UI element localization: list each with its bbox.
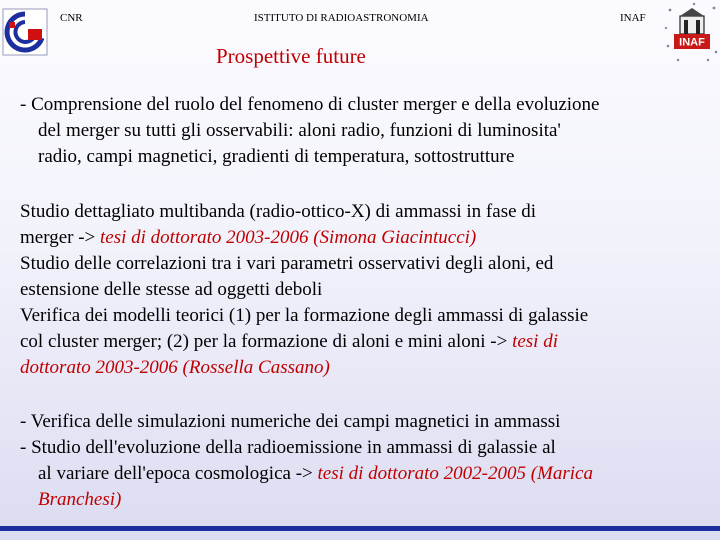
text-line: Verifica dei modelli teorici (1) per la formazione degli ammassi di galassie (20, 305, 589, 326)
inaf-logo-text: INAF (679, 36, 705, 49)
header-cnr: CNR (60, 12, 83, 24)
paragraph-studio (20, 199, 710, 381)
text-line: - Verifica delle simulazioni numeriche dei campi magnetici in ammassi (20, 411, 561, 432)
text-segment: al variare dell'epoca cosmologica -> (38, 463, 318, 484)
text-line: del merger su tutti gli osservabili: aloni radio, funzioni di luminosita' (38, 120, 561, 141)
text-line: - Studio dell'evoluzione della radioemissione in ammassi di galassie al (20, 437, 556, 458)
text-line (20, 329, 710, 355)
text-line: Studio dettagliato multibanda (radio-ottico-X) di ammassi in fase di (20, 201, 537, 222)
thesis-reference: tesi di dottorato 2002-2005 (Marica (317, 463, 593, 484)
text-segment: col cluster merger; (2) per la formazione di aloni e mini aloni -> (20, 331, 513, 352)
thesis-reference: tesi di dottorato 2003-2006 (Simona Giacintucci) (100, 227, 477, 248)
paragraph-comprensione (20, 92, 710, 170)
text-line: estensione delle stesse ad oggetti deboli (20, 279, 323, 300)
thesis-reference: Branchesi) (38, 489, 122, 510)
text-line: Studio delle correlazioni tra i vari parametri osservativi degli aloni, ed (20, 253, 554, 274)
inaf-logo-icon (664, 0, 720, 64)
text-line (20, 461, 710, 487)
header-institute: ISTITUTO DI RADIOASTRONOMIA (254, 12, 429, 24)
thesis-reference: tesi di (512, 331, 558, 352)
text-line: radio, campi magnetici, gradienti di temperatura, sottostrutture (38, 146, 515, 167)
cnr-logo-icon (2, 8, 48, 56)
thesis-reference: dottorato 2003-2006 (Rossella Cassano) (20, 357, 330, 378)
slide-title: Prospettive future (216, 44, 366, 68)
bottom-divider (0, 526, 720, 531)
text-segment: merger -> (20, 227, 100, 248)
header-inaf: INAF (620, 12, 646, 24)
paragraph-verifica (20, 409, 710, 513)
text-line: - Comprensione del ruolo del fenomeno di cluster merger e della evoluzione (20, 94, 600, 115)
text-line (20, 225, 710, 251)
